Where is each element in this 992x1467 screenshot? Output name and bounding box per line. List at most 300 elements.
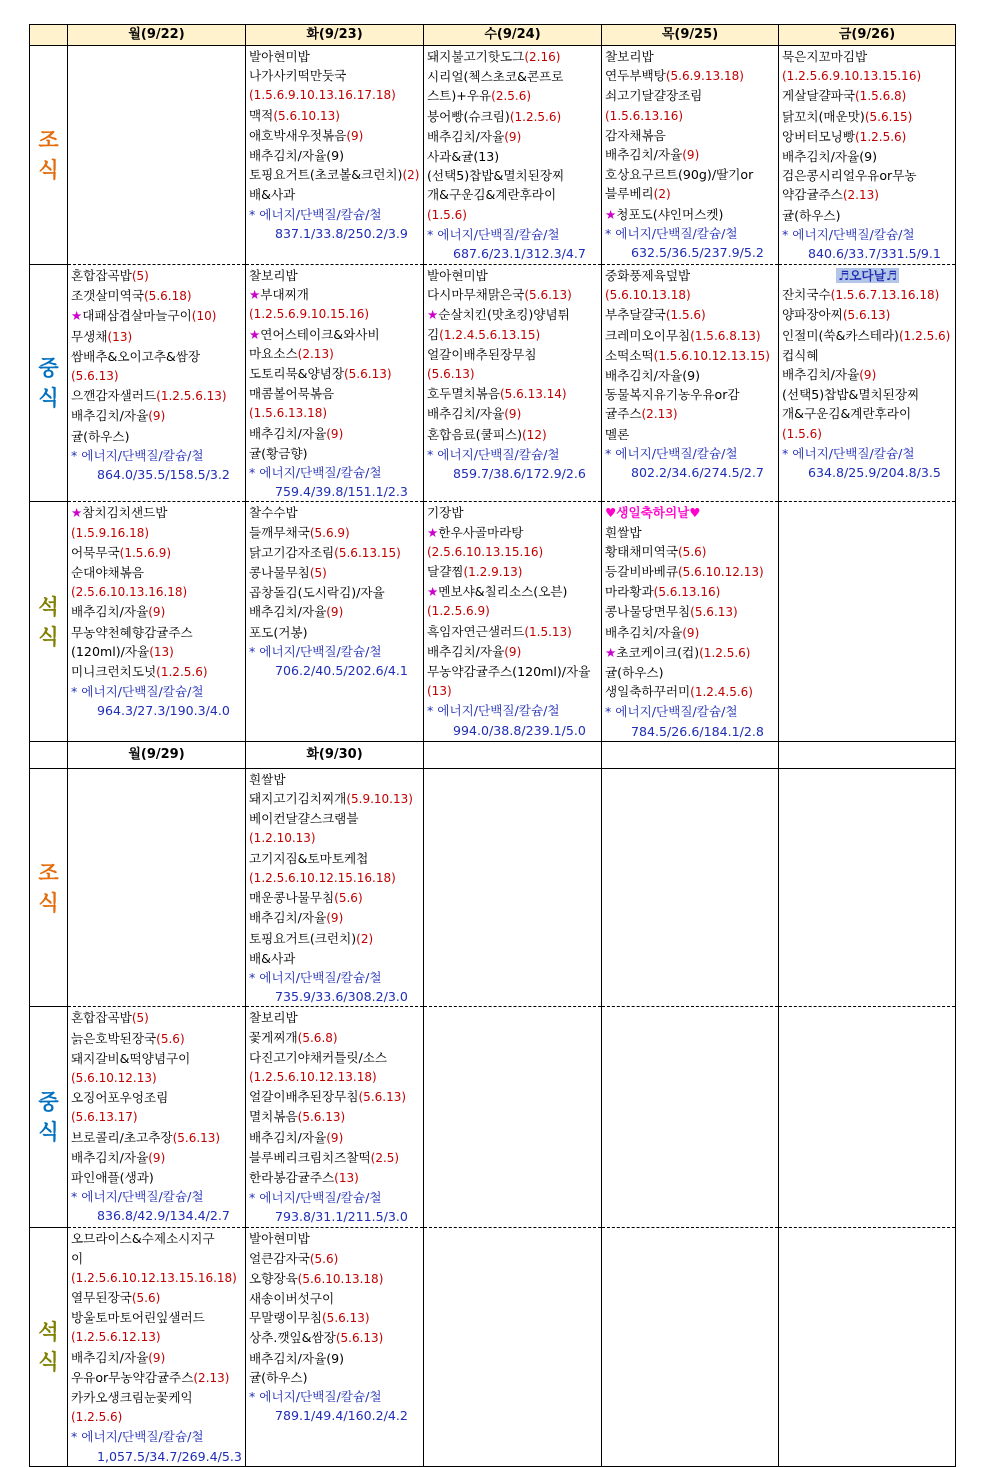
dish-name: 검은콩시리얼우유or무농 [782,168,917,184]
allergen-codes: (1.2.5.6.9.10.13.15.16) [782,69,922,84]
dish-name: 무생채 [71,328,108,344]
allergen-codes: (13) [107,329,133,344]
menu-item [782,424,953,444]
allergen-codes: (9) [346,128,364,143]
allergen-codes: (9) [504,129,522,144]
menu-item [782,86,953,106]
menu-item [71,1288,243,1308]
allergen-codes: (5.6.13) [297,1110,346,1125]
week1-header-row [30,25,956,46]
menu-item [249,849,421,868]
dish-name: 흰쌀밥 [249,771,286,787]
menu-item [782,147,953,166]
allergen-codes: (5.6.13) [524,288,572,303]
menu-item [71,1249,243,1288]
allergen-codes: (1.5.13) [524,624,572,639]
menu-item [249,364,421,384]
dish-name: 순살치킨(맛초킹)양념튀 [438,307,570,323]
header-corner [30,741,68,768]
week2-dinner-row [30,1228,956,1466]
menu-cell [68,502,246,741]
week1-dinner-row [30,502,956,741]
allergen-codes: (13) [334,1170,359,1185]
menu-item [249,165,421,185]
dish-name: 배&사과 [249,950,296,966]
allergen-codes: (1.2.5.6) [855,129,907,144]
dish-name: 호두멸치볶음 [427,386,500,402]
nutrition-info [605,224,776,262]
nutrition-info [427,701,599,739]
nutrition-info [71,1427,243,1465]
day-header: 화(9/30) [246,741,424,768]
dish-name: 배추김치/자율(9) [249,1350,345,1366]
allergen-codes: (5.6) [156,1031,185,1046]
nutrition-label: * 에너지/단백질/칼슘/철 [71,1429,204,1445]
menu-cell [602,502,779,741]
menu-item [427,384,599,404]
menu-item [605,326,776,346]
allergen-codes: (2.5.6) [491,89,532,104]
dish-name: 배추김치/자율 [71,604,149,620]
day-header: 목(9/25) [602,25,779,46]
dish-name: 토핑요거트(초코볼&크런치) [249,167,403,183]
menu-item [782,66,953,86]
menu-item [605,366,776,385]
dish-name: 찰보리밥 [605,49,654,64]
menu-item [605,643,776,663]
menu-item [782,206,953,225]
dish-name: 어묵무국 [71,544,120,560]
allergen-codes: (2.5) [370,1150,400,1165]
menu-item [249,563,421,583]
dish-name: 방울토마토어린잎샐러드 [71,1310,205,1326]
menu-item [71,1128,243,1148]
menu-item [605,184,776,204]
allergen-codes: (5.6.13) [172,1130,221,1145]
menu-item [605,305,776,325]
menu-item [249,1328,421,1348]
dish-name: 흑임자연근샐러드 [427,623,525,639]
dish-name: 시리얼(첵스초코&콘프로 [427,69,564,85]
menu-item [605,205,776,224]
menu-item [249,828,421,848]
nutrition-values: 706.2/40.5/202.6/4.1 [275,663,408,679]
nutrition-info [249,1188,421,1226]
menu-cell-empty [424,1228,602,1466]
menu-item [782,305,953,325]
allergen-codes: (1.2.5.6) [898,328,951,343]
nutrition-info [71,1187,243,1225]
menu-cell [68,1228,246,1466]
allergen-codes: (9) [148,605,166,620]
menu-cell-empty [602,1228,779,1466]
allergen-codes: (1.2.5.6) [509,109,562,124]
menu-item [249,1368,421,1387]
nutrition-info [782,225,953,263]
allergen-codes: (2.13) [297,346,334,361]
allergen-codes: (2) [356,931,374,946]
menu-cell [779,46,956,265]
dish-name: 브로콜리/초고추장 [71,1129,173,1145]
menu-item [249,583,421,602]
meal-label-lunch: 중 식 [30,1007,68,1228]
allergen-codes: (2.13) [641,407,678,422]
menu-item [605,602,776,622]
nutrition-info [427,445,599,483]
menu-item [249,602,421,622]
dish-name: 배추김치/자율(9) [782,149,878,165]
menu-item [71,1327,243,1347]
dish-name: 얼큰감자국 [249,1250,310,1266]
menu-item [427,562,599,582]
dish-name: 으깬감자샐러드 [71,388,157,404]
nutrition-info [605,702,776,740]
dish-name: 귤(하우스) [605,665,664,681]
menu-item [71,563,243,582]
dish-name: 대패삼겹살마늘구이 [82,308,192,324]
allergen-codes: (9) [148,1150,166,1165]
day-header-empty [779,741,956,768]
menu-item [782,404,953,423]
dish-name: 배추김치/자율 [605,624,683,640]
menu-item [71,1088,243,1107]
menu-item [249,523,421,543]
menu-cell [68,1007,246,1228]
menu-item [71,286,243,306]
star-icon: ★ [71,308,83,324]
nutrition-values: 789.1/49.4/160.2/4.2 [275,1408,408,1424]
menu-item [605,425,776,444]
menu-item [71,602,243,622]
allergen-codes: (5.6.10.12.13) [71,1070,157,1085]
menu-item [605,542,776,562]
menu-item [427,185,599,204]
menu-item [249,106,421,126]
menu-item [249,1229,421,1248]
nutrition-values: 735.9/33.6/308.2/3.0 [275,989,408,1005]
nutrition-values: 632.5/36.5/237.9/5.2 [631,245,764,261]
menu-item [605,346,776,366]
nutrition-info [249,463,421,501]
dish-name: 개&구운김&계란후라이 [782,406,912,422]
allergen-codes: (9) [148,1350,166,1365]
dish-name: 한우사골마라탕 [438,524,524,540]
menu-item [71,582,243,602]
menu-cell [602,265,779,502]
menu-cell [246,502,424,741]
menu-item [249,1048,421,1067]
dish-name: 약감귤주스 [782,187,843,203]
dish-name: 무농약천혜향감귤주스 [71,624,193,640]
nutrition-values: 784.5/26.6/184.1/2.8 [631,723,764,739]
menu-item [605,145,776,165]
menu-cell-empty [779,1007,956,1228]
menu-item [605,266,776,285]
nutrition-info [71,446,243,484]
nutrition-label: * 에너지/단백질/칼슘/철 [249,465,382,481]
nutrition-label: * 에너지/단백질/칼슘/철 [605,704,738,720]
dish-name: 들깨무채국 [249,524,310,540]
allergen-codes: (1.2.5.6) [156,665,208,680]
menu-cell [424,265,602,502]
menu-item [249,1269,421,1289]
allergen-codes: (5.6.13) [335,1331,384,1346]
menu-cell-empty [424,1007,602,1228]
allergen-codes: (5.6.8) [297,1030,338,1045]
allergen-codes: (5.6) [334,891,363,906]
dish-name: 청포도(샤인머스켓) [616,206,724,222]
allergen-codes: (9) [682,625,700,640]
allergen-codes: (2.5.6.10.13.15.16) [427,544,544,559]
menu-item [782,185,953,205]
dish-name: 돼지고기김치찌개 [249,791,347,807]
menu-item [249,424,421,444]
menu-item [71,1308,243,1327]
menu-cell-empty [424,768,602,1006]
dish-name: 순대야채볶음 [71,565,144,581]
allergen-codes: (13) [427,684,452,699]
menu-item [605,285,776,305]
menu-item [605,66,776,86]
dish-name: 배추김치/자율(9) [605,368,701,384]
dish-name: 곱창돌김(도시락김)/자율 [249,585,385,601]
dish-name: 배추김치/자율 [427,406,505,422]
dish-name: 배추김치/자율 [249,425,327,441]
menu-item [605,385,776,404]
dish-name: 기장밥 [427,505,464,521]
menu-cell-empty [779,1228,956,1466]
dish-name: 발아현미밥 [427,268,488,283]
allergen-codes: (1.2.5.6.10.12.15.16.18) [249,870,396,885]
week1-breakfast-row [30,46,956,265]
allergen-codes: (5) [131,269,149,283]
menu-cell [246,1228,424,1466]
allergen-codes: (5) [309,566,327,581]
allergen-codes: (1.5.6.10.12.13.15) [653,348,770,363]
allergen-codes: (5.6.13) [842,308,891,323]
menu-item [71,1107,243,1127]
nutrition-values: 840.6/33.7/331.5/9.1 [808,246,941,262]
menu-item [605,562,776,582]
menu-cell [68,46,246,265]
allergen-codes: (1.2.5.6) [71,1410,123,1425]
menu-cell [246,768,424,1006]
menu-item [427,205,599,225]
dish-name: 고기지짐&토마토케첩 [249,850,369,866]
menu-item [249,344,421,364]
menu-item [782,47,953,66]
nutrition-info [249,1387,421,1425]
allergen-codes: (12) [522,427,547,442]
menu-item [605,404,776,424]
nutrition-label: * 에너지/단백질/칼슘/철 [71,684,204,700]
menu-item [782,127,953,147]
nutrition-label: * 에너지/단백질/칼슘/철 [427,226,560,242]
nutrition-label: * 에너지/단백질/칼슘/철 [249,1190,382,1206]
menu-item [605,523,776,542]
allergen-codes: (2.5.6.10.13.16.18) [71,585,188,600]
menu-item [249,1168,421,1188]
allergen-codes: (9) [326,911,344,926]
star-icon: ★ [605,644,617,660]
dish-name: 매콤볼어묵볶음 [249,386,335,402]
allergen-codes: (5.6.13.14) [500,387,567,402]
menu-item [782,285,953,305]
allergen-codes: (5.6) [678,544,707,559]
menu-cell-empty [602,768,779,1006]
allergen-codes: (1.2.5.6.9.10.15.16) [249,307,370,322]
nutrition-values: 864.0/35.5/158.5/3.2 [97,467,230,483]
menu-item [249,444,421,463]
star-icon: ★ [249,326,261,342]
menu-item [249,1128,421,1148]
menu-item [249,1008,421,1027]
dish-name: 파인애플(생과) [71,1169,154,1185]
nutrition-info [249,205,421,243]
dish-name: 앙버터모닝빵 [782,128,855,144]
star-icon: ★ [427,584,439,600]
menu-item [249,868,421,888]
nutrition-values: 802.2/34.6/274.5/2.7 [631,465,764,481]
dish-name: 초코케이크(컵) [616,644,700,660]
dish-name: 등갈비바베큐 [605,564,678,580]
menu-item [249,403,421,423]
allergen-codes: (5.6.13) [71,369,119,384]
star-icon: ★ [427,524,439,540]
dish-name: 쇠고기달걀장조림 [605,88,703,104]
menu-item [71,1008,243,1028]
week2-breakfast-row [30,768,956,1006]
menu-cell [424,46,602,265]
allergen-codes: (9) [326,605,344,620]
allergen-codes: (5.6.15) [864,109,913,124]
dish-name: 베이컨달걀스크램블 [249,811,359,827]
menu-cell [246,265,424,502]
allergen-codes: (1.5.6.13.18) [249,406,328,421]
menu-item [249,888,421,908]
dish-name: 조갯살미역국 [71,288,144,304]
dish-name: 닭꼬치(매운맛) [782,108,865,124]
menu-item [71,503,243,522]
day-header: 화(9/23) [246,25,424,46]
allergen-codes: (5) [131,1011,149,1026]
dish-name: 배추김치/자율 [71,1349,149,1365]
allergen-codes: (1.2.5.6) [699,645,751,660]
allergen-codes: (9) [326,1130,344,1145]
menu-item [249,1289,421,1308]
menu-cell [424,502,602,741]
allergen-codes: (5.6.13) [427,367,475,382]
menu-item [249,789,421,809]
menu-item [605,503,776,522]
dish-name: 배추김치/자율 [71,1149,149,1165]
allergen-codes: (5.6.10.13) [273,108,340,123]
allergen-codes: (5.6) [309,1251,339,1266]
nutrition-values: 964.3/27.3/190.3/4.0 [97,703,230,719]
nutrition-info [249,642,421,680]
menu-item [427,662,599,701]
menu-item [605,86,776,105]
menu-item [782,266,953,285]
dish-name: (선택5)찹밥&멸치된장찌 [427,168,565,184]
dish-name: 포도(거봉) [249,624,308,640]
allergen-codes: (1.5.6.7.13.16.18) [830,288,940,303]
nutrition-label: * 에너지/단백질/칼슘/철 [71,447,204,463]
nutrition-values: 836.8/42.9/134.4/2.7 [97,1208,230,1224]
dish-name: 중화풍제육덮밥 [605,268,691,283]
nutrition-values: 1,057.5/34.7/269.4/5.3 [97,1448,242,1464]
menu-item [605,126,776,145]
day-header: 월(9/29) [68,741,246,768]
dish-name: 발아현미밥 [249,49,310,64]
dish-name: 찰수수밥 [249,505,298,521]
menu-cell-empty [602,1007,779,1228]
allergen-codes: (1.5.6.8) [855,89,907,104]
dish-name: 묵은지꼬마김밥 [782,49,868,64]
dish-name: 이 [71,1250,84,1266]
dish-name: 도토리묵&양념장 [249,366,344,382]
menu-item [427,582,599,601]
menu-item [427,523,599,542]
dish-name: 참치김치샌드밥 [82,505,168,521]
dish-name: 토핑요거트(크런치) [249,930,357,946]
day-header: 월(9/22) [68,25,246,46]
week2-lunch-row [30,1007,956,1228]
allergen-codes: (1.2.5.6.12.13) [71,1330,161,1345]
menu-item [71,1229,243,1248]
menu-item [249,1067,421,1087]
menu-item [427,642,599,662]
menu-cell [68,265,246,502]
allergen-codes: (5.6.9.13.18) [665,69,744,84]
dish-name: 황태채미역국 [605,543,678,559]
menu-item [427,305,599,324]
dish-name: 김 [427,326,440,342]
meal-label-breakfast: 조 식 [30,46,68,265]
allergen-codes: (5.6.13) [358,1090,407,1105]
dish-name: 배추김치/자율 [249,1129,327,1145]
menu-item [71,386,243,406]
dish-name: 얼갈이배추된장무침 [427,346,537,362]
dish-name: 연어스테이크&와사비 [260,326,380,342]
menu-item [427,166,599,185]
menu-item [427,622,599,642]
dish-name: 멜론 [605,426,630,442]
menu-item [71,1068,243,1088]
dish-name: 배추김치/자율 [427,643,505,659]
menu-item [782,166,953,185]
dish-name: 배추김치/자율 [782,367,860,383]
allergen-codes: (1.5.6) [665,308,706,323]
menu-item [782,346,953,365]
dish-name: 달걀찜 [427,564,464,580]
allergen-codes: (5.6.13) [343,367,392,382]
meal-label-breakfast: 조 식 [30,768,68,1006]
allergen-codes: (5.6.13) [690,605,738,620]
nutrition-values: 759.4/39.8/151.1/2.3 [275,484,408,500]
dish-name: 쌈배추&오이고추&쌈장 [71,348,201,364]
menu-item [249,325,421,344]
menu-item [427,404,599,424]
allergen-codes: (9) [148,409,166,424]
dish-name: 늙은호박된장국 [71,1030,157,1046]
menu-item [427,285,599,305]
dish-name: 소떡소떡 [605,347,654,363]
allergen-codes: (9) [504,644,522,659]
dish-name: 무농약감귤주스(120ml)/자율 [427,664,591,680]
menu-item [427,47,599,67]
menu-item [71,623,243,642]
